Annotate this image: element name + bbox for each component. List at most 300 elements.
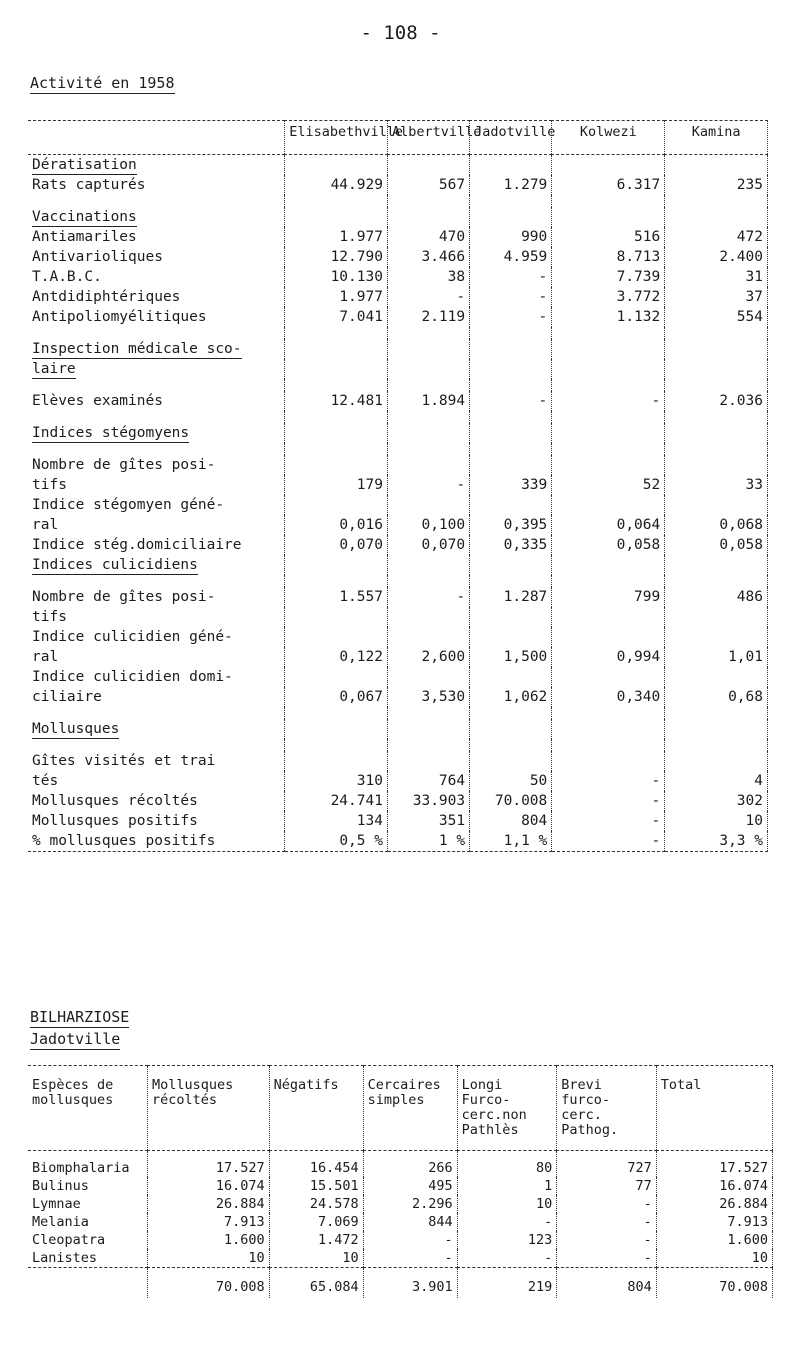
header-albertville: Albertville: [387, 121, 469, 155]
row-label-text: Rats capturés: [32, 177, 146, 193]
species-value: -: [557, 1249, 657, 1268]
species-value: -: [457, 1249, 557, 1268]
cell-value: [285, 155, 388, 176]
cell-value: 1.132: [552, 307, 665, 327]
cell-value: 0,68: [665, 687, 768, 707]
row-label-text: Indices culicidiens: [32, 557, 198, 573]
row-label: [28, 687, 285, 707]
cell-value: [470, 379, 552, 391]
species-value: 123: [457, 1231, 557, 1249]
activity-row: [28, 751, 768, 771]
cell-value: 990: [470, 227, 552, 247]
cell-value: 2.119: [387, 307, 469, 327]
section-subtitle-text: Jadotville: [30, 1030, 121, 1048]
species-value: -: [557, 1213, 657, 1231]
cell-value: [665, 443, 768, 455]
cell-value: [285, 739, 388, 751]
cell-value: [552, 575, 665, 587]
cell-value: 0,070: [285, 535, 388, 555]
species-value: 10: [457, 1195, 557, 1213]
total-collected: 70.008: [147, 1268, 269, 1299]
cell-value: [387, 739, 469, 751]
cell-value: 804: [470, 811, 552, 831]
cell-value: [665, 627, 768, 647]
page-title-text: Activité en 1958: [30, 74, 175, 92]
cell-value: [387, 443, 469, 455]
header-jadotville: Jadotville: [470, 121, 552, 155]
cell-value: [387, 627, 469, 647]
activity-row: [28, 707, 768, 719]
cell-value: 3,530: [387, 687, 469, 707]
activity-row: [28, 687, 768, 707]
cell-value: [552, 627, 665, 647]
header-simple-cercariae: Cercaires simples: [363, 1066, 457, 1151]
cell-value: [285, 555, 388, 575]
cell-value: 0,058: [552, 535, 665, 555]
cell-value: 310: [285, 771, 388, 791]
cell-value: [387, 607, 469, 627]
row-label: [28, 379, 285, 391]
cell-value: [285, 207, 388, 227]
species-value: 10: [269, 1249, 363, 1268]
row-label: [28, 495, 285, 515]
activity-table-body: [28, 155, 768, 852]
cell-value: 799: [552, 587, 665, 607]
row-label: [28, 771, 285, 791]
cell-value: [470, 339, 552, 359]
cell-value: 1 %: [387, 831, 469, 852]
row-label: [28, 391, 285, 411]
row-label-text: Nombre de gîtes posi-: [32, 589, 216, 605]
activity-row: [28, 647, 768, 667]
cell-value: [470, 751, 552, 771]
cell-value: [470, 411, 552, 423]
cell-value: 134: [285, 811, 388, 831]
cell-value: [285, 423, 388, 443]
species-row: [28, 1231, 773, 1249]
activity-row: [28, 175, 768, 195]
cell-value: 1.557: [285, 587, 388, 607]
row-label: [28, 227, 285, 247]
row-label: [28, 175, 285, 195]
cell-value: [387, 707, 469, 719]
header-longi-furco: Longi Furco- cerc.non Pathlès: [457, 1066, 557, 1151]
row-label: [28, 327, 285, 339]
cell-value: [285, 719, 388, 739]
row-label-text: ciliaire: [32, 689, 102, 705]
cell-value: 1,500: [470, 647, 552, 667]
cell-value: 235: [665, 175, 768, 195]
cell-value: [665, 739, 768, 751]
activity-row: [28, 535, 768, 555]
row-label-text: Indices stégomyens: [32, 425, 190, 441]
activity-row: [28, 627, 768, 647]
species-value: -: [363, 1231, 457, 1249]
cell-value: 31: [665, 267, 768, 287]
cell-value: 554: [665, 307, 768, 327]
cell-value: [665, 555, 768, 575]
total-brevi-furco: 804: [557, 1268, 657, 1299]
totals-label: [28, 1268, 147, 1299]
cell-value: [665, 411, 768, 423]
cell-value: 50: [470, 771, 552, 791]
row-label-text: Indice stég.domiciliaire: [32, 537, 242, 553]
row-label-text: Mollusques positifs: [32, 813, 198, 829]
bilharziose-table-body: [28, 1151, 773, 1268]
species-value: 16.074: [147, 1177, 269, 1195]
cell-value: [552, 719, 665, 739]
cell-value: -: [387, 587, 469, 607]
cell-value: [387, 327, 469, 339]
cell-value: [285, 455, 388, 475]
cell-value: [552, 455, 665, 475]
cell-value: [665, 667, 768, 687]
cell-value: 1,062: [470, 687, 552, 707]
cell-value: [470, 607, 552, 627]
species-row: [28, 1213, 773, 1231]
species-value: 26.884: [656, 1195, 772, 1213]
cell-value: 10: [665, 811, 768, 831]
cell-value: 3,3 %: [665, 831, 768, 852]
cell-value: [285, 443, 388, 455]
activity-row: [28, 359, 768, 379]
cell-value: 0,016: [285, 515, 388, 535]
cell-value: [470, 359, 552, 379]
cell-value: 0,070: [387, 535, 469, 555]
cell-value: [387, 719, 469, 739]
cell-value: 70.008: [470, 791, 552, 811]
species-value: 24.578: [269, 1195, 363, 1213]
row-label: [28, 411, 285, 423]
row-label-text: ral: [32, 517, 59, 533]
cell-value: 33: [665, 475, 768, 495]
row-label: [28, 247, 285, 267]
cell-value: [665, 339, 768, 359]
cell-value: [665, 751, 768, 771]
row-label: [28, 195, 285, 207]
cell-value: [665, 707, 768, 719]
activity-row: [28, 247, 768, 267]
cell-value: 339: [470, 475, 552, 495]
row-label-text: Mollusques récoltés: [32, 793, 198, 809]
page-title: [30, 74, 175, 92]
cell-value: [552, 379, 665, 391]
row-label: [28, 647, 285, 667]
cell-value: 1.977: [285, 227, 388, 247]
row-label-text: Indice culicidien domi-: [32, 669, 233, 685]
cell-value: [665, 207, 768, 227]
cell-value: 0,068: [665, 515, 768, 535]
cell-value: [285, 607, 388, 627]
activity-row: [28, 495, 768, 515]
row-label: [28, 207, 285, 227]
cell-value: 567: [387, 175, 469, 195]
cell-value: [387, 359, 469, 379]
row-label-text: ral: [32, 649, 59, 665]
activity-row: [28, 227, 768, 247]
cell-value: 0,067: [285, 687, 388, 707]
cell-value: 2,600: [387, 647, 469, 667]
activity-row: [28, 575, 768, 587]
species-value: 7.069: [269, 1213, 363, 1231]
row-label-text: % mollusques positifs: [32, 833, 216, 849]
row-label-text: Mollusques: [32, 721, 120, 737]
cell-value: [470, 455, 552, 475]
cell-value: 1.287: [470, 587, 552, 607]
row-label-text: T.A.B.C.: [32, 269, 102, 285]
species-row: [28, 1151, 773, 1178]
cell-value: -: [552, 771, 665, 791]
row-label-text: tifs: [32, 477, 67, 493]
cell-value: 7.739: [552, 267, 665, 287]
cell-value: 1,1 %: [470, 831, 552, 852]
row-label: [28, 811, 285, 831]
page-number: - 108 -: [360, 22, 441, 44]
species-value: 26.884: [147, 1195, 269, 1213]
cell-value: -: [552, 831, 665, 852]
cell-value: 4: [665, 771, 768, 791]
cell-value: [470, 575, 552, 587]
cell-value: 10.130: [285, 267, 388, 287]
cell-value: 37: [665, 287, 768, 307]
cell-value: [285, 751, 388, 771]
species-value: 17.527: [147, 1151, 269, 1178]
cell-value: 0,395: [470, 515, 552, 535]
row-label: [28, 791, 285, 811]
cell-value: [387, 751, 469, 771]
species-value: 7.913: [656, 1213, 772, 1231]
bilharziose-totals-row: [28, 1268, 773, 1299]
cell-value: -: [552, 391, 665, 411]
cell-value: [552, 195, 665, 207]
species-value: 266: [363, 1151, 457, 1178]
cell-value: [387, 207, 469, 227]
activity-row: [28, 423, 768, 443]
total-longi-furco: 219: [457, 1268, 557, 1299]
row-label: [28, 667, 285, 687]
row-label: [28, 423, 285, 443]
cell-value: [552, 555, 665, 575]
header-negative: Négatifs: [269, 1066, 363, 1151]
species-label: Lanistes: [32, 1250, 98, 1266]
cell-value: [665, 455, 768, 475]
row-label: [28, 339, 285, 359]
species-value: 80: [457, 1151, 557, 1178]
row-label-text: Indice culicidien géné-: [32, 629, 233, 645]
cell-value: 38: [387, 267, 469, 287]
row-label: [28, 267, 285, 287]
cell-value: [470, 423, 552, 443]
cell-value: -: [387, 475, 469, 495]
cell-value: [285, 667, 388, 687]
total-total: 70.008: [656, 1268, 772, 1299]
cell-value: [285, 339, 388, 359]
cell-value: [285, 327, 388, 339]
cell-value: 486: [665, 587, 768, 607]
species-value: 1.600: [656, 1231, 772, 1249]
row-label-text: tifs: [32, 609, 67, 625]
cell-value: 12.790: [285, 247, 388, 267]
activity-table-header: [28, 121, 768, 155]
species-label: Cleopatra: [32, 1232, 106, 1248]
row-label: [28, 475, 285, 495]
cell-value: -: [552, 791, 665, 811]
row-label: [28, 831, 285, 852]
row-label: [28, 443, 285, 455]
species-value: -: [363, 1249, 457, 1268]
section-title-text: BILHARZIOSE: [30, 1008, 130, 1026]
cell-value: 1,01: [665, 647, 768, 667]
header-species: Espèces de mollusques: [32, 1077, 114, 1108]
row-label: [28, 607, 285, 627]
activity-row: [28, 811, 768, 831]
species-value: -: [557, 1231, 657, 1249]
activity-row: [28, 587, 768, 607]
bilharziose-table-header: [28, 1066, 773, 1151]
cell-value: 472: [665, 227, 768, 247]
row-label-text: laire: [32, 361, 76, 377]
row-label: [28, 359, 285, 379]
cell-value: -: [552, 811, 665, 831]
total-simple-cercariae: 3.901: [363, 1268, 457, 1299]
activity-row: [28, 555, 768, 575]
cell-value: -: [470, 287, 552, 307]
cell-value: [665, 155, 768, 176]
row-label-text: Dératisation: [32, 157, 137, 173]
cell-value: 0,100: [387, 515, 469, 535]
header-total: Total: [656, 1066, 772, 1151]
cell-value: 0,5 %: [285, 831, 388, 852]
cell-value: [285, 379, 388, 391]
species-value: 2.296: [363, 1195, 457, 1213]
cell-value: [470, 627, 552, 647]
row-label-text: Elèves examinés: [32, 393, 163, 409]
row-label-text: Gîtes visités et trai: [32, 753, 216, 769]
row-label-text: Antipoliomyélitiques: [32, 309, 207, 325]
cell-value: [665, 423, 768, 443]
row-label: [28, 575, 285, 587]
activity-row: [28, 195, 768, 207]
row-label: [28, 739, 285, 751]
cell-value: 516: [552, 227, 665, 247]
cell-value: [470, 443, 552, 455]
cell-value: 24.741: [285, 791, 388, 811]
cell-value: 0,335: [470, 535, 552, 555]
row-label-text: tés: [32, 773, 59, 789]
activity-row: [28, 307, 768, 327]
cell-value: [470, 155, 552, 176]
cell-value: 0,064: [552, 515, 665, 535]
cell-value: 0,340: [552, 687, 665, 707]
cell-value: 52: [552, 475, 665, 495]
header-kamina: Kamina: [665, 121, 768, 155]
cell-value: [285, 495, 388, 515]
cell-value: [387, 667, 469, 687]
activity-row: [28, 831, 768, 852]
cell-value: [552, 495, 665, 515]
cell-value: 179: [285, 475, 388, 495]
cell-value: [285, 575, 388, 587]
species-row: [28, 1177, 773, 1195]
cell-value: [552, 443, 665, 455]
cell-value: [387, 555, 469, 575]
row-label: [28, 307, 285, 327]
row-label: [28, 707, 285, 719]
species-label: Melania: [32, 1214, 89, 1230]
activity-row: [28, 379, 768, 391]
cell-value: [665, 575, 768, 587]
row-label-text: Vaccinations: [32, 209, 137, 225]
cell-value: 33.903: [387, 791, 469, 811]
cell-value: -: [470, 391, 552, 411]
activity-row: [28, 207, 768, 227]
cell-value: [387, 155, 469, 176]
row-label-text: Antivarioliques: [32, 249, 163, 265]
cell-value: [552, 739, 665, 751]
cell-value: 6.317: [552, 175, 665, 195]
total-negative: 65.084: [269, 1268, 363, 1299]
cell-value: [552, 359, 665, 379]
cell-value: 0,994: [552, 647, 665, 667]
cell-value: [285, 359, 388, 379]
cell-value: [387, 575, 469, 587]
activity-row: [28, 443, 768, 455]
cell-value: [470, 719, 552, 739]
row-label-text: Indice stégomyen géné-: [32, 497, 225, 513]
cell-value: 3.466: [387, 247, 469, 267]
species-value: 844: [363, 1213, 457, 1231]
cell-value: [552, 155, 665, 176]
species-value: 7.913: [147, 1213, 269, 1231]
activity-row: [28, 607, 768, 627]
cell-value: [285, 195, 388, 207]
cell-value: 44.929: [285, 175, 388, 195]
cell-value: [552, 327, 665, 339]
section-subtitle-jadotville: [30, 1030, 120, 1048]
activity-row: [28, 475, 768, 495]
cell-value: [552, 607, 665, 627]
species-value: 17.527: [656, 1151, 772, 1178]
cell-value: 2.036: [665, 391, 768, 411]
cell-value: -: [470, 267, 552, 287]
cell-value: [387, 495, 469, 515]
species-value: 77: [557, 1177, 657, 1195]
cell-value: [665, 607, 768, 627]
cell-value: [470, 327, 552, 339]
activity-row: [28, 667, 768, 687]
cell-value: [470, 195, 552, 207]
cell-value: [470, 667, 552, 687]
header-elisabethville: Elisabethville: [285, 121, 388, 155]
activity-row: [28, 739, 768, 751]
species-value: 727: [557, 1151, 657, 1178]
cell-value: 4.959: [470, 247, 552, 267]
cell-value: 764: [387, 771, 469, 791]
cell-value: [387, 195, 469, 207]
activity-row: [28, 267, 768, 287]
activity-row: [28, 339, 768, 359]
cell-value: 0,058: [665, 535, 768, 555]
row-label-text: Nombre de gîtes posi-: [32, 457, 216, 473]
row-label: [28, 555, 285, 575]
species-row: [28, 1249, 773, 1268]
species-value: 495: [363, 1177, 457, 1195]
species-value: 1.472: [269, 1231, 363, 1249]
cell-value: -: [387, 287, 469, 307]
cell-value: [387, 411, 469, 423]
cell-value: [470, 739, 552, 751]
cell-value: [470, 555, 552, 575]
